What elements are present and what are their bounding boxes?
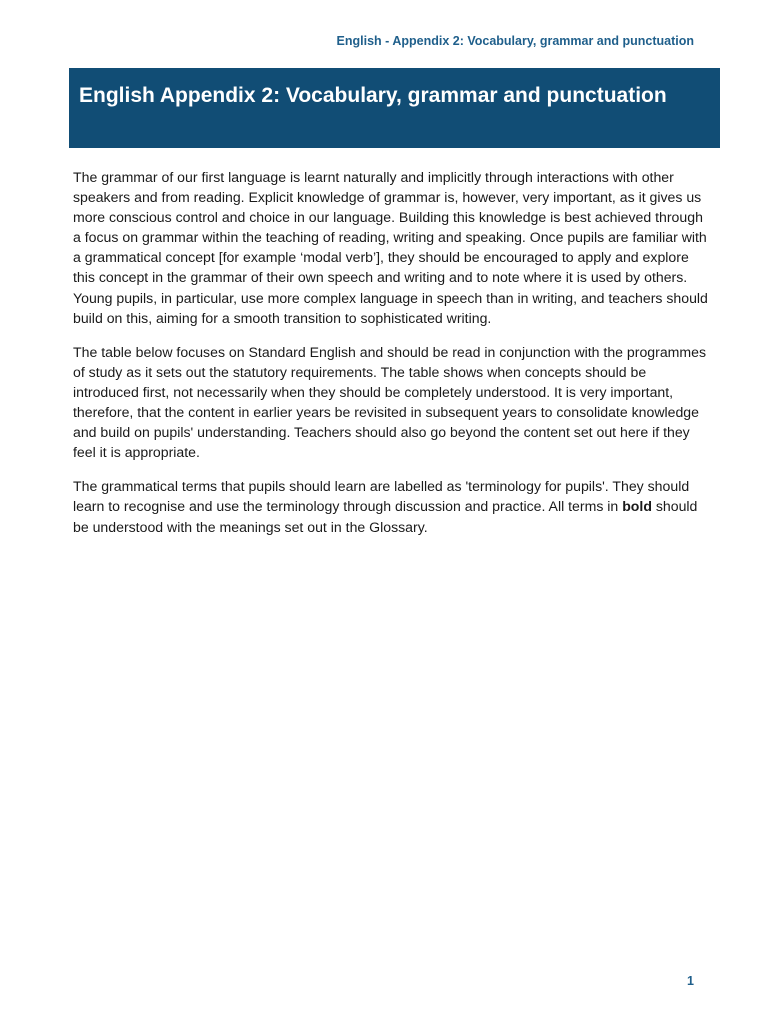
- body-text: [73, 167, 713, 551]
- paragraph-terminology: [73, 476, 713, 536]
- bold-term: bold: [622, 498, 652, 515]
- title-band: [69, 68, 720, 148]
- page-title: English Appendix 2: Vocabulary, grammar and punctuation: [79, 84, 667, 107]
- running-header: English - Appendix 2: Vocabulary, grammar and punctuation: [336, 34, 694, 48]
- terminology-text-end: should be understood with the meanings set out in the Glossary.: [73, 498, 698, 535]
- paragraph-standard-english: The table below focuses on Standard English and should be read in conjunction with the programmes of study as it sets out the statutory requirements. The table shows when concepts should be introduced first, not necessarily when they should be completely understood. It is very important, therefore, that the content in earlier years be revisited in subsequent years to consolidate knowledge and build on pupils' understanding. Teachers should also go beyond the content set out here if they feel it is appropriate.: [73, 343, 707, 461]
- page-number: 1: [687, 974, 694, 988]
- paragraph-grammar-intro: The grammar of our first language is learnt naturally and implicitly through interactions with other speakers and from reading. Explicit knowledge of grammar is, however, very important, as it gives us more conscious control and choice in our language. Building this knowledge is best achieved through a focus on grammar within the teaching of reading, writing and speaking. Once pupils are familiar with a grammatical concept [for example ‘modal verb’], they should be encouraged to apply and explore this concept in the grammar of their own speech and writing and to note where it is used by others. Young pupils, in particular, use more complex language in speech than in writing, and teachers should build on this, aiming for a smooth transition to sophisticated writing.: [73, 169, 708, 326]
- terminology-text-start: The grammatical terms that pupils should learn are labelled as 'terminology for pupils'. They should learn to recognise and use the terminology through discussion and practice. All terms in: [73, 478, 690, 515]
